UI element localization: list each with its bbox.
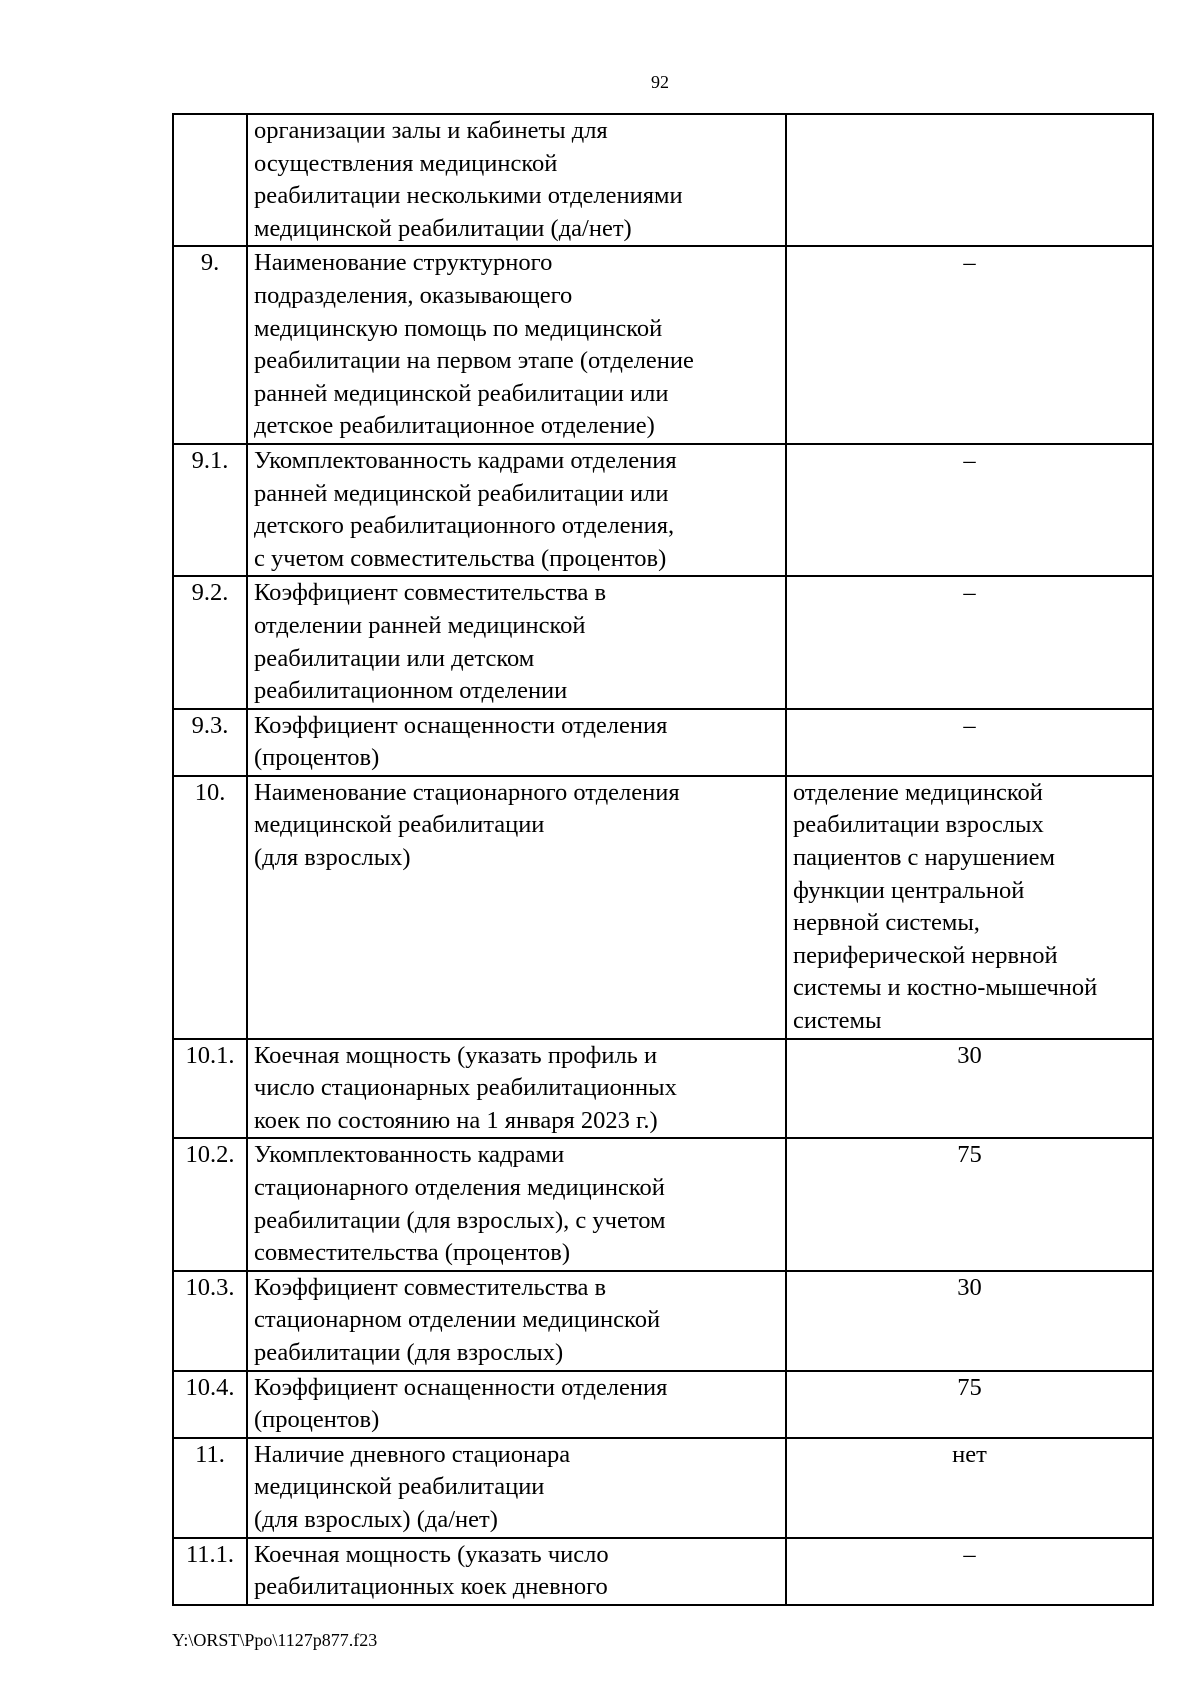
table-row	[173, 576, 1153, 708]
row-value: –	[786, 1538, 1153, 1605]
table-row	[173, 246, 1153, 444]
row-description-text: Наименование стационарного отделения медицинской реабилитации (для взрослых)	[254, 778, 680, 872]
row-value: –	[786, 444, 1153, 576]
page-number: 92	[651, 72, 669, 92]
table-row	[173, 776, 1153, 1039]
row-description	[247, 1538, 786, 1605]
table-row	[173, 444, 1153, 576]
row-description-text: Коэффициент совместительства в отделении ранней медицинской реабилитации или детском реабилитационном отделении	[254, 579, 607, 705]
row-description-text: Коечная мощность (указать профиль и число стационарных реабилитационных коек по состоянию на 1 января 2023 г.)	[254, 1041, 677, 1134]
row-number	[173, 114, 247, 246]
row-value: –	[786, 709, 1153, 776]
row-number: 10.4.	[173, 1371, 247, 1438]
row-description-text: организации залы и кабинеты для осуществления медицинской реабилитации несколькими отделениями медицинской реабилитации (да/нет)	[254, 117, 683, 242]
row-description-text: Укомплектованность кадрами стационарного отделения медицинской реабилитации (для взрослых), с учетом совместительства (процентов)	[254, 1141, 666, 1267]
row-description	[247, 1138, 786, 1270]
row-value-text: отделение медицинской реабилитации взрослых пациентов с нарушением функции центральной нервной системы, периферической нервной системы и костно-мышечной системы	[793, 778, 1098, 1035]
table-row	[173, 1138, 1153, 1270]
row-number: 9.2.	[173, 576, 247, 708]
table-row	[173, 1371, 1153, 1438]
row-value	[786, 114, 1153, 246]
row-value: –	[786, 246, 1153, 444]
table-row	[173, 1538, 1153, 1605]
table-row	[173, 1438, 1153, 1538]
row-description-text: Коечная мощность (указать число реабилитационных коек дневного	[254, 1540, 609, 1601]
row-description	[247, 1371, 786, 1438]
row-description	[247, 576, 786, 708]
row-number: 10.1.	[173, 1039, 247, 1139]
row-value: нет	[786, 1438, 1153, 1538]
data-table	[172, 113, 1154, 1606]
row-value: 75	[786, 1138, 1153, 1270]
row-description	[247, 709, 786, 776]
row-description	[247, 1438, 786, 1538]
row-description-text: Коэффициент оснащенности отделения (процентов)	[254, 1373, 668, 1434]
row-number: 9.1.	[173, 444, 247, 576]
row-description-text: Укомплектованность кадрами отделения ранней медицинской реабилитации или детского реабилитационного отделения, с учетом совместительства (процентов)	[254, 446, 677, 572]
row-description	[247, 444, 786, 576]
row-number: 11.	[173, 1438, 247, 1538]
row-number: 9.3.	[173, 709, 247, 776]
row-description-text: Наличие дневного стационара медицинской реабилитации (для взрослых) (да/нет)	[254, 1440, 571, 1533]
row-value	[786, 776, 1153, 1039]
row-number: 10.	[173, 776, 247, 1039]
row-value: 30	[786, 1271, 1153, 1371]
row-number: 10.2.	[173, 1138, 247, 1270]
row-description	[247, 1271, 786, 1371]
file-path-footer: Y:\ORST\Ppo\1127p877.f23	[172, 1630, 378, 1650]
row-number: 11.1.	[173, 1538, 247, 1605]
row-value: 30	[786, 1039, 1153, 1139]
row-number: 9.	[173, 246, 247, 444]
row-description	[247, 776, 786, 1039]
row-value: –	[786, 576, 1153, 708]
table-row	[173, 114, 1153, 246]
table-row	[173, 1039, 1153, 1139]
row-description-text: Коэффициент совместительства в стационарном отделении медицинской реабилитации (для взрослых)	[254, 1273, 661, 1366]
row-description	[247, 246, 786, 444]
table-row	[173, 1271, 1153, 1371]
row-description	[247, 114, 786, 246]
row-number: 10.3.	[173, 1271, 247, 1371]
row-description-text: Коэффициент оснащенности отделения (процентов)	[254, 711, 668, 772]
table-row	[173, 709, 1153, 776]
row-description-text: Наименование структурного подразделения, оказывающего медицинскую помощь по медицинской реабилитации на первом этапе (отделение ранней медицинской реабилитации или детское реабилитационное отделение)	[254, 249, 694, 440]
row-value: 75	[786, 1371, 1153, 1438]
row-description	[247, 1039, 786, 1139]
